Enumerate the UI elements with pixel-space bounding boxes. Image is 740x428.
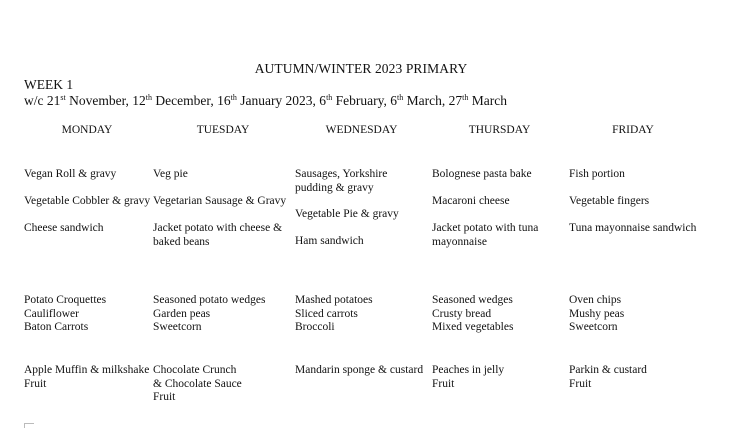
monday-column [24, 124, 154, 390]
wc-text-6: March, 27 [403, 93, 463, 108]
tuesday-main-3: Jacket potato with cheese & baked beans [153, 222, 283, 248]
thursday-main-2: Macaroni cheese [432, 195, 510, 207]
week-commencing-dates [24, 93, 507, 109]
thursday-dessert: Peaches in jelly Fruit [432, 364, 505, 390]
day-header-friday: FRIDAY [612, 124, 654, 136]
monday-dessert: Apple Muffin & milkshake Fruit [24, 364, 150, 390]
monday-sides: Potato Croquettes Cauliflower Baton Carrots [24, 294, 107, 333]
wc-text-4: January 2023, 6 [236, 93, 327, 108]
wednesday-dessert: Mandarin sponge & custard [295, 364, 424, 376]
wednesday-sides: Mashed potatoes Sliced carrots Broccoli [295, 294, 373, 333]
thursday-main-3: Jacket potato with tuna mayonnaise [432, 222, 539, 248]
day-header-tuesday: TUESDAY [196, 124, 250, 136]
friday-column [569, 124, 719, 390]
wednesday-column [295, 124, 430, 376]
friday-main-1: Fish portion [569, 168, 625, 180]
wednesday-main-2: Vegetable Pie & gravy [295, 208, 399, 220]
wc-ordinal-3: th [230, 93, 237, 102]
friday-main-2: Vegetable fingers [569, 195, 650, 207]
day-header-monday: MONDAY [61, 124, 113, 136]
tuesday-column [153, 124, 293, 403]
monday-main-2: Vegetable Cobbler & gravy [24, 195, 151, 207]
page-corner-mark [24, 423, 34, 428]
week-label: WEEK 1 [24, 77, 74, 92]
wc-ordinal-2: th [145, 93, 153, 102]
friday-sides: Oven chips Mushy peas Sweetcorn [569, 294, 625, 333]
wc-ordinal-4: th [326, 93, 333, 102]
tuesday-main-2: Vegetarian Sausage & Gravy [153, 195, 287, 207]
day-header-thursday: THURSDAY [468, 124, 531, 136]
tuesday-sides: Seasoned potato wedges Garden peas Sweetcorn [153, 294, 266, 333]
day-header-wednesday: WEDNESDAY [325, 124, 398, 136]
tuesday-main-1: Veg pie [153, 168, 188, 180]
friday-dessert: Parkin & custard Fruit [569, 364, 647, 390]
wc-text-7: March [468, 93, 507, 108]
wednesday-main-3: Ham sandwich [295, 235, 364, 247]
wc-ordinal-5: th [397, 93, 404, 102]
thursday-column [432, 124, 567, 390]
wc-text-1: w/c 21 [24, 93, 61, 108]
thursday-sides: Seasoned wedges Crusty bread Mixed vegetables [432, 294, 514, 333]
thursday-main-1: Bolognese pasta bake [432, 168, 532, 180]
monday-main-1: Vegan Roll & gravy [24, 168, 117, 180]
wc-ordinal-1: st [60, 93, 66, 102]
monday-main-3: Cheese sandwich [24, 222, 104, 234]
wednesday-main-1: Sausages, Yorkshire pudding & gravy [295, 168, 388, 194]
wc-ordinal-6: th [462, 93, 469, 102]
menu-title: AUTUMN/WINTER 2023 PRIMARY [254, 61, 468, 76]
friday-main-3: Tuna mayonnaise sandwich [569, 222, 697, 234]
wc-text-5: February, 6 [332, 93, 398, 108]
wc-text-2: November, 12 [65, 93, 146, 108]
tuesday-dessert: Chocolate Crunch & Chocolate Sauce Fruit [153, 364, 242, 403]
wc-text-3: December, 16 [152, 93, 231, 108]
